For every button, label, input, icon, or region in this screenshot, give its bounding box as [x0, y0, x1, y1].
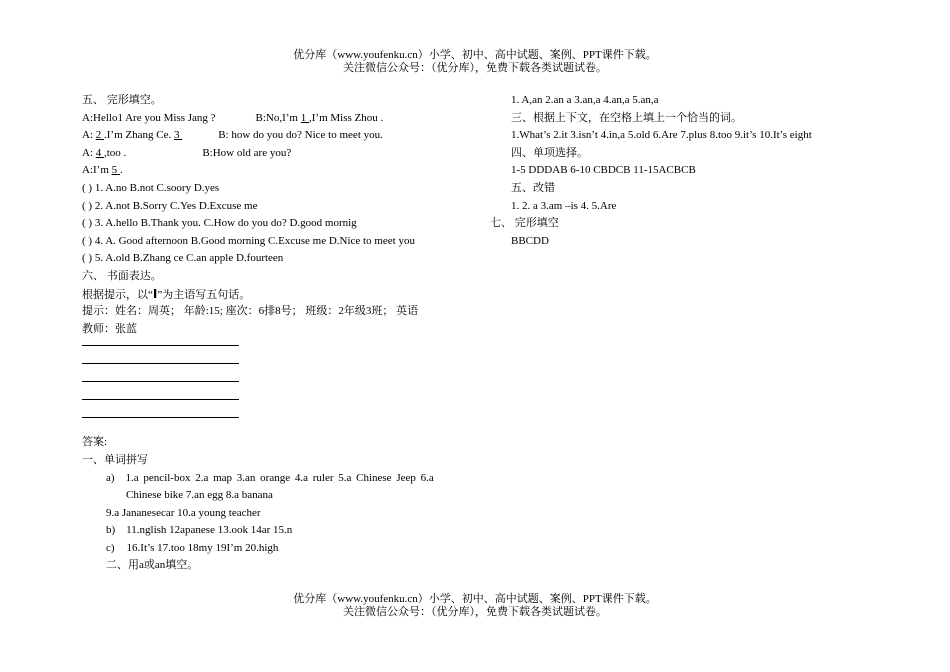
answers-title: 答案: — [82, 436, 108, 449]
prompt-i: I — [152, 286, 158, 301]
blank-5: 5 — [111, 164, 120, 177]
hint-line: 提示：姓名：周英； 年龄:15; 座次：6排8号； 班级：2年级3班； 英语 — [82, 305, 419, 318]
writing-line-1[interactable] — [82, 345, 239, 346]
answer-c-text: 16.It’s 17.too 18my 19I’m 20.high — [126, 541, 279, 554]
prompt-post: ”为主语写五句话。 — [157, 288, 251, 301]
dialog-a-1: A:Hello1 Are you Miss Jang ? — [82, 111, 216, 124]
right-line-3: 1.What’s 2.it 3.isn’t 4.in,a 5.old 6.Are 7.plus 8.too 9.it’s 10.It’s eight — [511, 129, 812, 142]
blank-3: 3 — [173, 129, 183, 142]
writing-lines — [82, 338, 482, 434]
right-line-7: 1. 2. a 3.am –is 4. 5.Are — [511, 199, 617, 212]
section5-title: 五、 完形填空。 — [82, 94, 162, 106]
dialog-line-4 — [82, 162, 482, 180]
answer2-title: 二、用a或an填空。 — [106, 559, 199, 572]
answer1-title: 一、单词拼写 — [82, 453, 148, 466]
question-2: ( ) 2. A.not B.Sorry C.Yes D.Excuse me — [82, 199, 258, 212]
answer-a-text-1: 1.a pencil-box 2.a map 3.an orange 4.a ruler 5.a Chinese Jeep 6.a — [125, 471, 434, 484]
dialog-line-2 — [82, 127, 482, 145]
writing-line-3[interactable] — [82, 381, 239, 382]
footer-line-2: 关注微信公众号：（优分库），免费下载各类试题试卷。 — [343, 606, 607, 618]
writing-prompt — [82, 286, 482, 304]
page-header — [0, 49, 950, 75]
question-3: ( ) 3. A.hello B.Thank you. C.How do you do? D.good mornig — [82, 217, 357, 230]
answer-c-line — [82, 540, 482, 558]
question-5: ( ) 5. A.old B.Zhang ce C.an apple D.fourteen — [82, 252, 284, 265]
answer-a-line-2: Chinese bike 7.an egg 8.a banana — [126, 489, 273, 502]
answer-a-label: a) — [106, 471, 115, 484]
dialog-b-2: B: how do you do? Nice to meet you. — [218, 129, 383, 142]
writing-line-2[interactable] — [82, 363, 239, 364]
header-line-1: 优分库（www.youfenku.cn）小学、初中、高中试题、案例、PPT课件下载。 — [293, 49, 657, 61]
dialog-b-1-pre: B:No,I’m — [255, 111, 301, 124]
question-1: ( ) 1. A.no B.not C.soory D.yes — [82, 181, 220, 194]
footer-line-1: 优分库（www.youfenku.cn）小学、初中、高中试题、案例、PPT课件下载。 — [293, 593, 657, 605]
right-line-6: 五、改错 — [511, 181, 555, 194]
blank-2: 2 — [95, 129, 104, 142]
dialog-a-2-post: .I’m Zhang Ce. — [104, 129, 174, 142]
answer-a-line-1 — [82, 470, 482, 488]
teacher-line: 教师：张蓝 — [82, 322, 137, 335]
right-line-5: 1-5 DDDAB 6-10 CBDCB 11-15ACBCB — [511, 164, 696, 177]
right-line-9: BBCDD — [511, 234, 549, 247]
answer-c-label: c) — [106, 541, 115, 554]
dialog-b-3: B:How old are you? — [202, 146, 292, 159]
answer-b-text: 11.nglish 12apanese 13.ook 14ar 15.n — [126, 524, 293, 537]
right-column — [490, 92, 910, 250]
dialog-line-3 — [82, 145, 482, 163]
writing-line-4[interactable] — [82, 399, 239, 400]
right-line-8: 七、 完形填空 — [490, 217, 559, 230]
answer-a-line-3: 9.a Jananesecar 10.a young teacher — [106, 506, 261, 519]
dialog-b-1-post: ,I’m Miss Zhou . — [309, 111, 384, 124]
writing-line-5[interactable] — [82, 417, 239, 418]
answer-b-label: b) — [106, 524, 116, 537]
blank-1: 1 — [300, 111, 309, 124]
answer-b-line — [82, 522, 482, 540]
question-4: ( ) 4. A. Good afternoon B.Good morning C.Excuse me D.Nice to meet you — [82, 234, 415, 247]
dialog-a-4-pre: A:I’m — [82, 164, 112, 177]
blank-4: 4 — [95, 146, 104, 159]
dialog-a-3-pre: A: — [82, 146, 96, 159]
dialog-a-4-post: . — [119, 164, 123, 177]
dialog-a-2-pre: A: — [82, 129, 96, 142]
right-line-2: 三、根据上下文，在空格上填上一个恰当的词。 — [511, 111, 742, 124]
header-line-2: 关注微信公众号：（优分库），免费下载各类试题试卷。 — [343, 62, 607, 74]
page-footer — [0, 593, 950, 619]
right-line-4: 四、单项选择。 — [511, 146, 588, 159]
left-column — [82, 92, 482, 575]
right-line-1: 1. A,an 2.an a 3.an,a 4.an,a 5.an,a — [511, 94, 659, 106]
dialog-a-3-post: ,too . — [104, 146, 127, 159]
section6-title: 六、 书面表达。 — [82, 269, 162, 282]
dialog-line-1 — [82, 110, 482, 128]
prompt-pre: 根据提示，以“ — [82, 288, 153, 301]
